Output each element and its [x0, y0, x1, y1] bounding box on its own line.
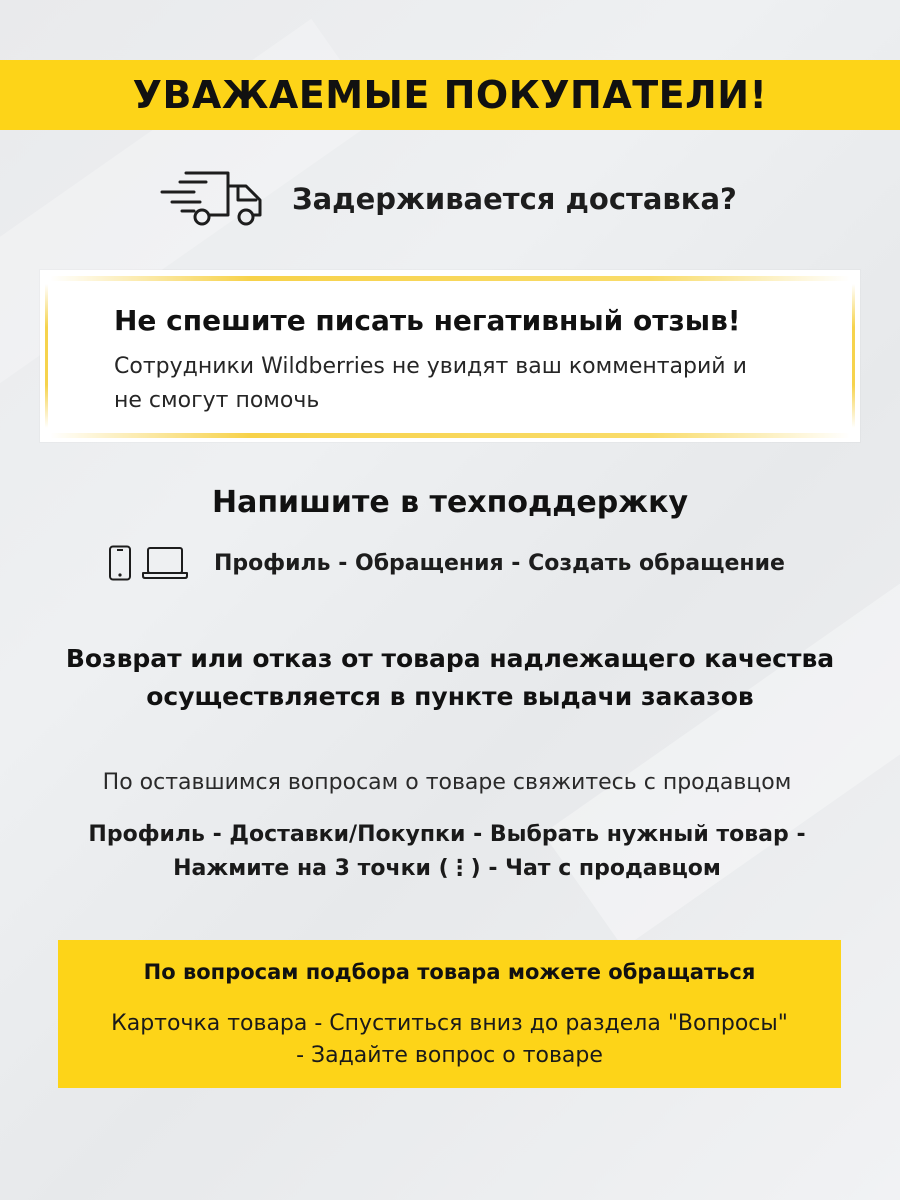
- questions-box-title: По вопросам подбора товара можете обращаться: [143, 960, 756, 984]
- seller-contact-text: По оставшимся вопросам о товаре свяжитесь с продавцом: [102, 770, 792, 795]
- support-path-row: [108, 543, 785, 583]
- notice-title: Не спешите писать негативный отзыв!: [114, 304, 741, 337]
- delivery-question: Задерживается доставка?: [292, 182, 737, 216]
- delivery-question-row: [160, 168, 737, 230]
- laptop-icon: [142, 545, 188, 581]
- seller-path-line: Нажмите на 3 точки (⋮) - Чат с продавцом: [173, 856, 721, 881]
- questions-box: [58, 940, 841, 1088]
- notice-card: [40, 270, 860, 442]
- phone-icon: [108, 545, 132, 581]
- return-line: Возврат или отказ от товара надлежащего качества: [65, 644, 835, 673]
- banner-title: УВАЖАЕМЫЕ ПОКУПАТЕЛИ!: [132, 73, 768, 117]
- questions-box-line: - Задайте вопрос о товаре: [296, 1043, 603, 1068]
- notice-line: Сотрудники Wildberries не увидят ваш комментарий и: [114, 354, 747, 379]
- return-info: [0, 640, 900, 716]
- card-glow-right: [852, 284, 855, 428]
- delivery-truck-icon: [160, 168, 264, 230]
- seller-path-line: Профиль - Доставки/Покупки - Выбрать нужный товар -: [88, 822, 806, 847]
- seller-path: [0, 818, 894, 886]
- support-path: Профиль - Обращения - Создать обращение: [214, 550, 785, 576]
- header-banner: [0, 60, 900, 130]
- return-line: осуществляется в пункте выдачи заказов: [146, 682, 754, 711]
- questions-box-text: [58, 1008, 841, 1072]
- support-title: Напишите в техподдержку: [211, 485, 689, 520]
- card-glow-left: [45, 284, 48, 428]
- questions-box-line: Карточка товара - Спуститься вниз до раздела "Вопросы": [111, 1011, 788, 1036]
- notice-text: [114, 350, 814, 418]
- notice-line: не смогут помочь: [114, 388, 320, 413]
